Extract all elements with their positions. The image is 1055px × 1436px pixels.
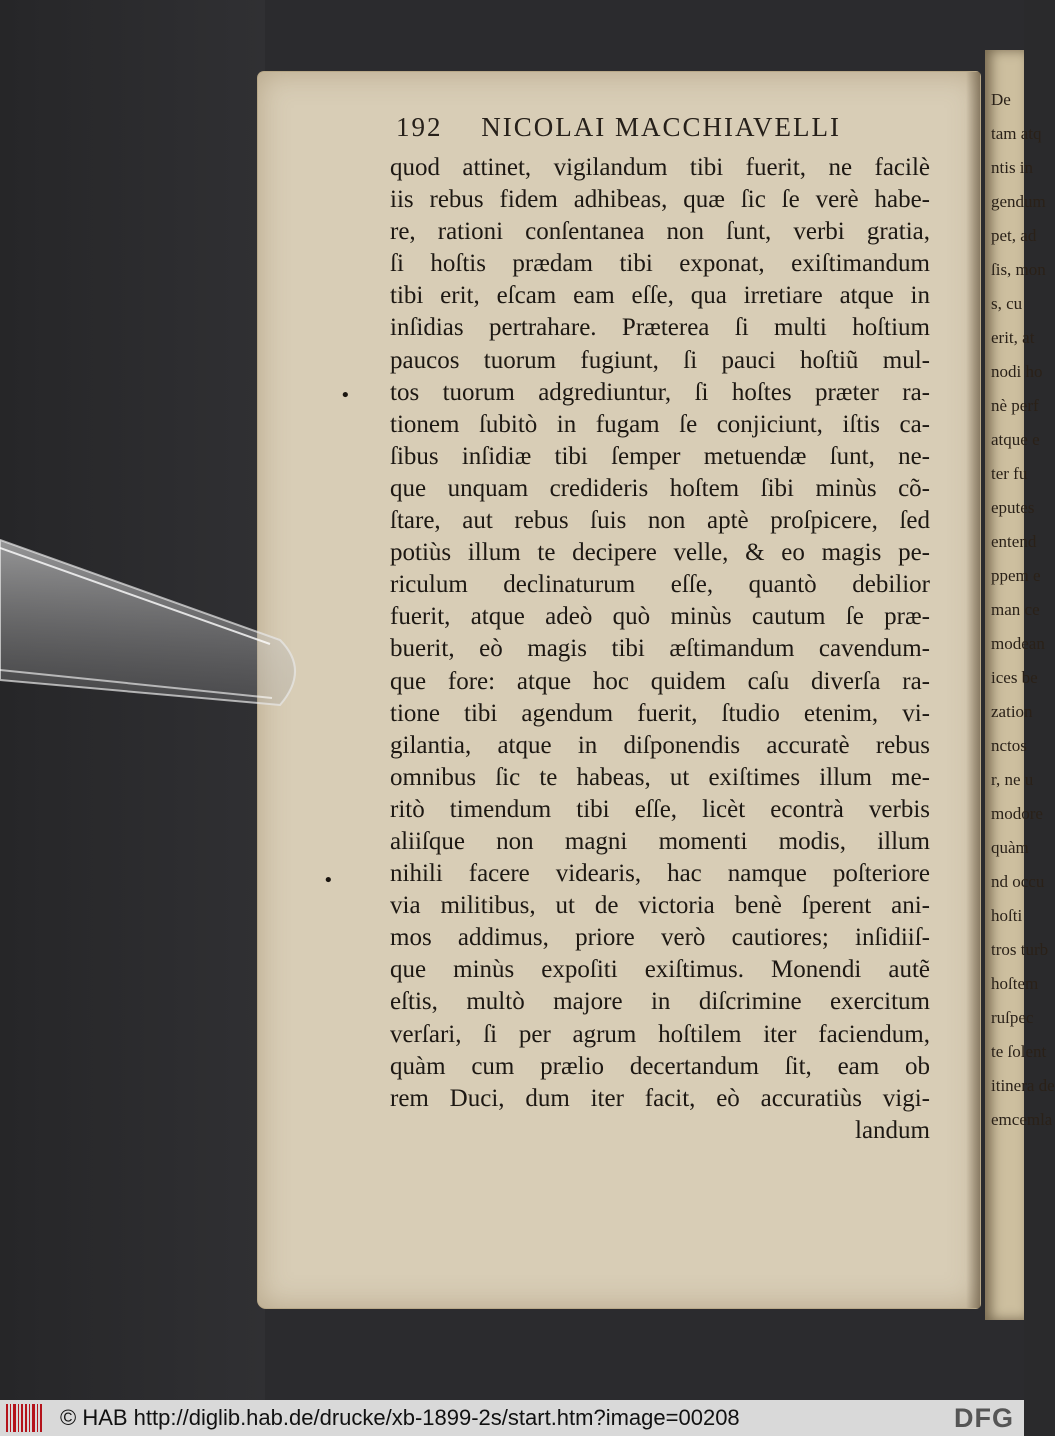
facing-page-fragment: ruſpec [991, 1008, 1034, 1027]
barcode-bar [32, 1404, 35, 1432]
facing-page-fragment: ppem e [991, 566, 1041, 585]
footer-bar [0, 1400, 1024, 1436]
facing-page-fragment: eputes [991, 498, 1035, 517]
text-line: aliiſque non magni momenti modis, illum [390, 827, 930, 855]
facing-page-fragment: modore [991, 804, 1043, 823]
text-line: que fore: atque hoc quidem caſu diverſa ra- [390, 667, 930, 695]
facing-page-edge [985, 50, 1055, 1320]
text-line: que unquam credideris hoſtem ſibi minùs cõ- [390, 474, 930, 502]
dfg-logo: DFG [954, 1403, 1014, 1433]
text-line: mos addimus, priore verò cautiores; inſidiiſ- [390, 924, 930, 952]
running-head [396, 112, 841, 143]
text-line: nihili facere videaris, hac namque poſteriore [390, 860, 930, 888]
facing-page-fragment: entend [991, 532, 1037, 551]
facing-page-fragment: man ce [991, 600, 1040, 619]
text-line: riculum declinaturum eſſe, quantò debilior [390, 571, 930, 599]
facing-page-fragment: s, cu [991, 294, 1023, 313]
facing-page-fragment: hoſtem [991, 974, 1039, 993]
text-line: ritò timendum tibi eſſe, licèt econtrà verbis [390, 795, 930, 823]
barcode-bar [40, 1404, 42, 1432]
barcode-bar [21, 1404, 23, 1432]
barcode-bar [37, 1404, 38, 1432]
facing-page-fragment: r, ne u [991, 770, 1034, 789]
footer-citation: © HAB http://diglib.hab.de/drucke/xb-1899-2s/start.htm?image=00208 [60, 1405, 740, 1430]
text-line: landum [855, 1116, 930, 1144]
margin-mark: • [323, 870, 334, 891]
text-line: ſi hoſtis prædam tibi exponat, exiſtimandum [390, 250, 930, 278]
facing-page-fragment: ter fu [991, 464, 1028, 483]
text-line: ſtare, aut rebus ſuis non aptè proſpicere, ſed [390, 507, 930, 535]
text-line: tibi erit, eſcam eam eſſe, qua irretiare atque in [390, 282, 930, 310]
page-text-block [390, 152, 930, 1147]
facing-page-fragment: te ſolent [991, 1042, 1047, 1061]
text-line: omnibus ſic te habeas, ut exiſtimes illum me- [390, 763, 930, 791]
barcode-bar [29, 1404, 30, 1432]
facing-page-fragment: nd occu [991, 872, 1045, 891]
barcode-bar [18, 1404, 19, 1432]
text-line: verſari, ſi per agrum hoſtilem iter faciendum, [390, 1020, 930, 1048]
text-line: gilantia, atque in diſponendis accuratè rebus [390, 731, 930, 759]
facing-page-fragment: ntis in [991, 158, 1034, 177]
text-line: tos tuorum adgrediuntur, ſi hoſtes præter ra- [390, 378, 930, 406]
facing-page-fragment: nè perf [991, 396, 1039, 415]
barcode-bar [25, 1404, 27, 1432]
facing-page-fragment: nctos [991, 736, 1027, 755]
text-line: quàm cum prælio decertandum ſit, eam ob [390, 1052, 930, 1080]
facing-page-fragment: hoſti [991, 906, 1023, 925]
text-line: que minùs expoſiti exiſtimus. Monendi autẽ [390, 956, 930, 984]
text-line: iis rebus fidem adhibeas, quæ ſic ſe verè habe- [390, 186, 930, 214]
barcode-bar [13, 1404, 16, 1432]
facing-page-fragment: nodi ho [991, 362, 1043, 381]
text-line: fuerit, atque adeò quò minùs cautum ſe præ- [390, 603, 930, 631]
margin-mark: • [340, 385, 351, 406]
text-line: potiùs illum te decipere velle, & eo magis pe- [390, 539, 930, 567]
facing-page-fragment: ſis, mon [991, 260, 1046, 279]
glass-page-weight [0, 520, 320, 760]
text-line: rem Duci, dum iter facit, eò accuratiùs vigi- [390, 1084, 930, 1112]
page-gutter-shadow [966, 72, 980, 1308]
facing-page-fragment: atque e [991, 430, 1040, 449]
running-head-title: NICOLAI MACCHIAVELLI [481, 112, 841, 142]
facing-page-fragment: itinera de [991, 1076, 1055, 1095]
facing-page-fragment: ices be [991, 668, 1038, 687]
text-line: tionem ſubitò in fugam ſe conjiciunt, iſtis ca- [390, 410, 930, 438]
text-line: eſtis, multò majore in diſcrimine exercitum [390, 988, 930, 1016]
page-number: 192 [396, 112, 443, 142]
facing-page-fragment: zation [991, 702, 1033, 721]
facing-page-fragment: gendum [991, 192, 1046, 211]
hab-barcode-logo [6, 1404, 48, 1432]
text-line: ſibus inſidiæ tibi ſemper metuendæ ſunt, ne- [390, 442, 930, 470]
facing-page-fragment: tam atq [991, 124, 1042, 143]
facing-page-fragment: emcemla [991, 1110, 1053, 1129]
facing-page-fragment: pet, ad [991, 226, 1037, 245]
text-line: via militibus, ut de victoria benè ſperent ani- [390, 892, 930, 920]
facing-page-fragment: erit, at [991, 328, 1035, 347]
barcode-bar [10, 1404, 11, 1432]
facing-page-fragment: quàm [991, 838, 1029, 857]
text-line: re, rationi conſentanea non ſunt, verbi gratia, [390, 218, 930, 246]
barcode-bar [6, 1404, 8, 1432]
text-line: inſidias pertrahare. Præterea ſi multi hoſtium [390, 314, 930, 342]
facing-page-fragment: modean [991, 634, 1045, 653]
facing-page-fragment: tros turb [991, 940, 1049, 959]
text-line: paucos tuorum fugiunt, ſi pauci hoſtiũ mul- [390, 346, 930, 374]
text-line: quod attinet, vigilandum tibi fuerit, ne facilè [390, 154, 930, 181]
text-line: buerit, eò magis tibi æſtimandum cavendum- [390, 635, 930, 663]
text-line: tione tibi agendum fuerit, ſtudio etenim, vi- [390, 699, 930, 727]
facing-page-fragment: De [991, 90, 1011, 109]
